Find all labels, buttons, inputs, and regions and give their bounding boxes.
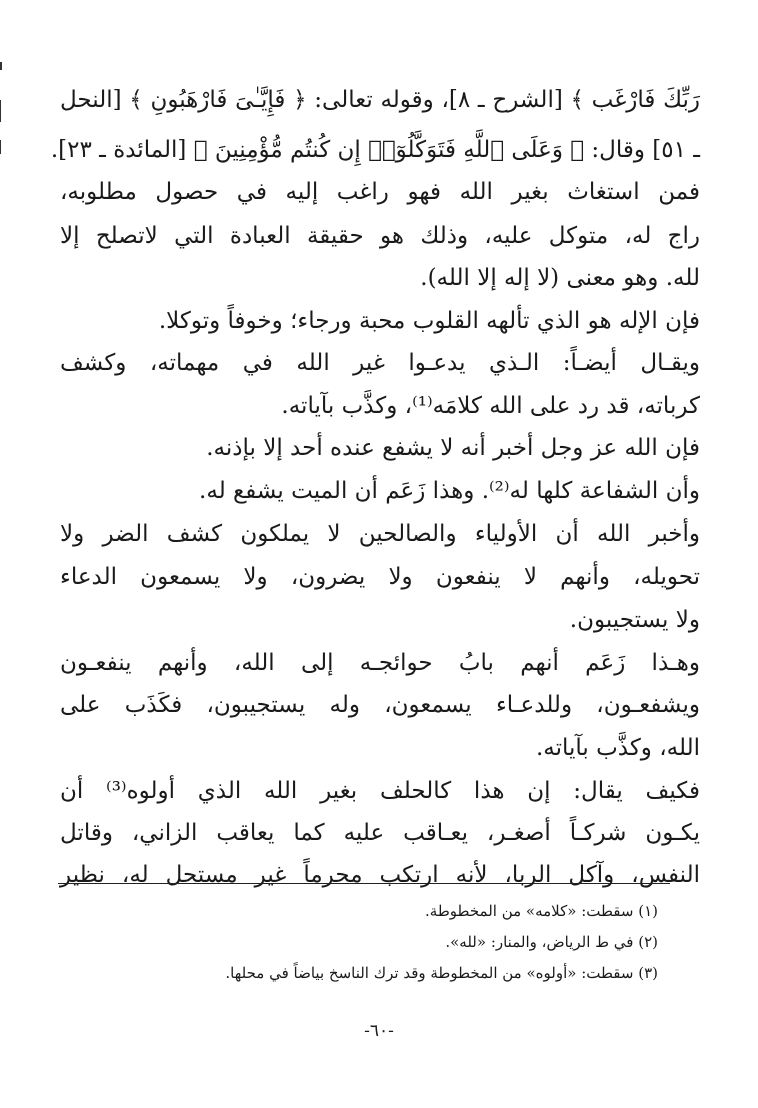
text-line: وأن الشفاعة كلها له⁽²⁾. وهذا زَعَم أن الميت يشفع له. (199, 478, 700, 504)
text-line: الله، وكذَّب بآياته. (535, 735, 700, 761)
text-line: وأخبر الله أن الأولياء والصالحين لا يملكون كشف الضر ولا (60, 521, 700, 547)
text-line: ويقـال أيضـاً: الـذي يدعـوا غير الله في مهماته، وكشف (60, 350, 700, 376)
text-line: راج له، متوكل عليه، وذلك هو حقيقة العبادة التي لاتصلح إلا (60, 223, 700, 249)
text-line: تحويله، وأنهم لا ينفعون ولا يضرون، ولا يسمعون الدعاء (60, 564, 700, 590)
text-line: ويشفعـون، وللدعـاء يسمعون، وله يستجيبون، فكَذَب على (60, 692, 700, 718)
footnote-2: (٢) في ط الرياض، والمنار: «لله». (445, 933, 658, 951)
text-line: وهـذا زَعَم أنهم بابُ حوائجـه إلى الله، وأنهم ينفعـون (60, 650, 700, 676)
text-line: فإن الله عز وجل أخبر أنه لا يشفع عنده أحد إلا بإذنه. (206, 435, 700, 461)
text-line: ـ ٥١] وقال: ﴿ وَعَلَى ٱللَّهِ فَتَوَكَّلُوٓا۟ إِن كُنتُم مُّؤْمِنِينَ ﴾ [المائدة ـ ٢٣]. (50, 137, 700, 163)
footnote-separator (58, 883, 670, 884)
scan-edge-mark (0, 100, 1, 122)
text-line: لله. وهو معنى (لا إله إلا الله). (420, 265, 700, 291)
text-line: فكيف يقال: إن هذا كالحلف بغير الله الذي أولوه⁽³⁾ أن (60, 778, 700, 804)
text-line: ولا يستجيبون. (569, 607, 700, 633)
text-line: النفس، وآكل الربا، لأنه ارتكب محرماً غير مستحل له، نظير (60, 862, 700, 888)
text-line: فمن استغاث بغير الله فهو راغب إليه في حصول مطلوبه، (60, 179, 700, 205)
text-line: فإن الإله هو الذي تألهه القلوب محبة ورجاء؛ وخوفاً وتوكلا. (158, 308, 700, 334)
footnote-3: (٣) سقطت: «أولوه» من المخطوطة وقد ترك الناسخ بياضاً في محلها. (225, 964, 658, 982)
page-number: -٦٠- (364, 1021, 394, 1041)
scan-edge-mark (0, 140, 1, 154)
scan-edge-mark (0, 62, 2, 70)
text-line: يكـون شركـاً أصغـر، يعـاقب عليه كما يعاقب الزاني، وقاتل (60, 820, 700, 846)
text-line: رَبِّكَ فَارْغَب ﴾ [الشرح ـ ٨]، وقوله تعالى: ﴿ فَإِيَّـٰىَ فَارْهَبُونِ ﴾ [النحل (60, 87, 701, 113)
text-line: كرباته، قد رد على الله كلامَه⁽¹⁾، وكذَّب بآياته. (281, 393, 700, 419)
footnote-1: (١) سقطت: «كلامه» من المخطوطة. (425, 902, 658, 920)
